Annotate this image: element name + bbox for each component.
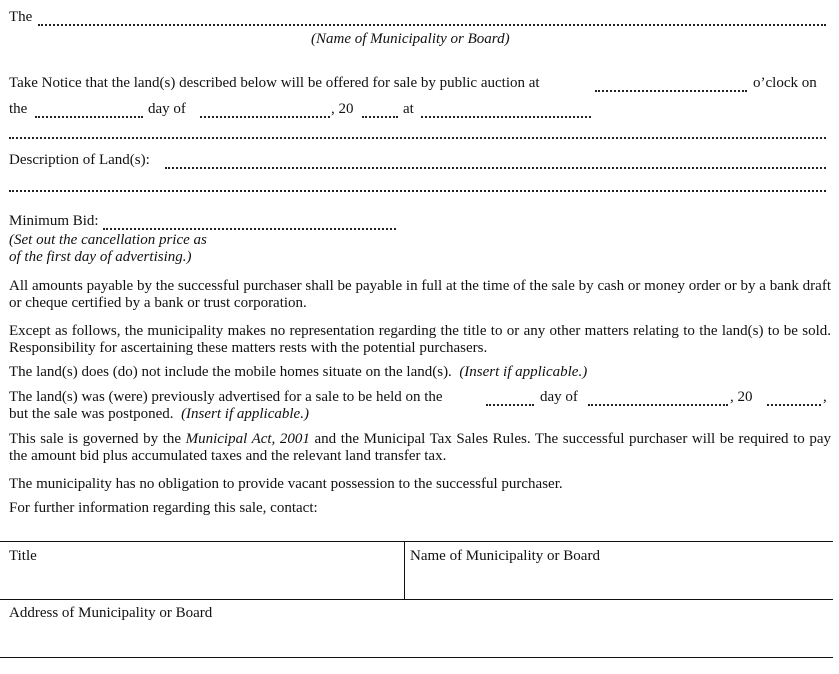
previous-sale-month-field[interactable]: [588, 404, 728, 406]
previous-sale-comma: ,: [823, 389, 827, 405]
month-field[interactable]: [200, 116, 330, 118]
minimum-bid-field[interactable]: [103, 228, 396, 230]
year-field[interactable]: [362, 116, 398, 118]
description-continuation-field[interactable]: [9, 190, 826, 192]
previous-sale-text: The land(s) was (were) previously advertised for a sale to be held on the: [9, 389, 443, 405]
auction-time-field[interactable]: [595, 90, 747, 92]
auction-location-field[interactable]: [421, 116, 591, 118]
municipality-name-field[interactable]: [38, 24, 826, 26]
previous-sale-year-field[interactable]: [767, 404, 821, 406]
previous-sale-dayof-label: day of: [540, 389, 578, 405]
contact-paragraph: For further information regarding this sale, contact:: [9, 500, 318, 516]
table-bottom-border: [0, 657, 833, 658]
table-column-divider: [404, 541, 405, 599]
notice-intro-text: Take Notice that the land(s) described below will be offered for sale by public auction at: [9, 75, 540, 91]
municipality-name-cell-label: Name of Municipality or Board: [410, 548, 600, 564]
day-of-label: day of: [148, 101, 186, 117]
postponed-line: but the sale was postponed. (Insert if applicable.): [9, 406, 309, 422]
at-label: at: [403, 101, 414, 117]
the-label-line2: the: [9, 101, 28, 117]
previous-sale-year-prefix: , 20: [730, 389, 753, 405]
minimum-bid-label: Minimum Bid:: [9, 213, 99, 229]
minimum-bid-note-1: (Set out the cancellation price as: [9, 232, 207, 248]
vacant-possession-paragraph: The municipality has no obligation to provide vacant possession to the successful purchaser.: [9, 476, 563, 492]
oclock-label: o’clock on: [753, 75, 817, 91]
table-middle-border: [0, 599, 833, 600]
address-cell-label: Address of Municipality or Board: [9, 605, 213, 621]
minimum-bid-note-2: of the first day of advertising.): [9, 249, 192, 265]
location-continuation-field[interactable]: [9, 137, 826, 139]
mobile-homes-paragraph: The land(s) does (do) not include the mobile homes situate on the land(s). (Insert if applicable.): [9, 364, 588, 380]
year-prefix-label: , 20: [331, 101, 354, 117]
description-field[interactable]: [165, 167, 826, 169]
the-label: The: [9, 9, 33, 25]
governing-law-paragraph: This sale is governed by the Municipal Act, 2001 and the Municipal Tax Sales Rules. The successful purchaser will be required to pay the amount bid plus accumulated taxes and the relevant land transfer tax.: [9, 431, 831, 464]
description-label: Description of Land(s):: [9, 152, 150, 168]
day-number-field[interactable]: [35, 116, 143, 118]
title-cell-label: Title: [9, 548, 37, 564]
table-top-border: [0, 541, 833, 542]
previous-sale-day-field[interactable]: [486, 404, 534, 406]
payment-paragraph: All amounts payable by the successful purchaser shall be payable in full at the time of the sale by cash or money order or by a bank draft or cheque certified by a bank or trust corporation.: [9, 278, 831, 311]
municipality-name-caption: (Name of Municipality or Board): [311, 31, 510, 47]
title-representation-paragraph: Except as follows, the municipality makes no representation regarding the title to or any other matters relating to the land(s) to be sold. Responsibility for ascertaining these matters rests with the potential purchasers.: [9, 323, 831, 356]
